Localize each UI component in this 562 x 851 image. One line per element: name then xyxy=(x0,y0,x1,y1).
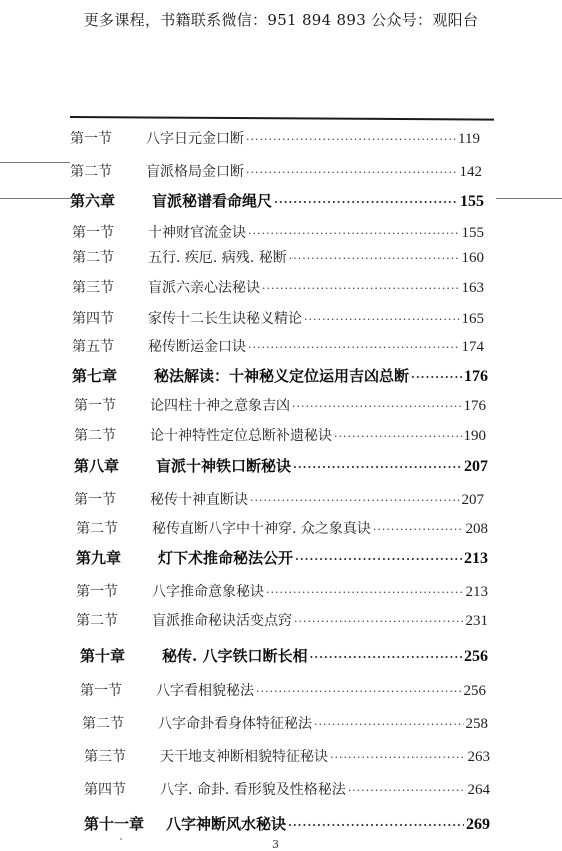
toc-entry-label: 第四节 xyxy=(84,782,126,798)
toc-entry-title: 八字神断风水秘诀 xyxy=(166,815,287,833)
page-header: 更多课程，书籍联系微信：951 894 893 公众号：观阳台 xyxy=(83,11,479,29)
toc-leader-dots xyxy=(411,371,462,384)
toc-entry-page: 264 xyxy=(467,782,490,798)
scan-speck xyxy=(120,838,122,840)
toc-entry-label: 第二节 xyxy=(76,613,118,629)
toc-section-row xyxy=(72,277,484,297)
toc-entry-label: 第一节 xyxy=(80,683,122,699)
toc-chapter-row xyxy=(74,455,488,476)
toc-entry-title: 盲派格局金口断 xyxy=(146,164,244,180)
toc-chapter-row xyxy=(84,813,490,834)
page-number: 3 xyxy=(272,838,279,851)
toc-entry-label: 第一节 xyxy=(76,584,118,600)
toc-leader-dots xyxy=(246,166,458,179)
toc-entry-page: 163 xyxy=(461,280,484,296)
toc-entry-title: 盲派推命秘诀活变点窍 xyxy=(152,613,292,629)
toc-entry-title: 秘传十神直断诀 xyxy=(150,492,248,508)
toc-leader-dots xyxy=(262,282,460,295)
toc-leader-dots xyxy=(288,819,464,832)
toc-section-row xyxy=(70,128,480,148)
toc-entry-label: 第三节 xyxy=(84,749,126,765)
toc-section-row xyxy=(84,746,490,766)
toc-section-row xyxy=(76,581,488,601)
toc-entry-page: 208 xyxy=(465,521,488,537)
toc-leader-dots xyxy=(334,430,462,443)
toc-entry-title: 八字推命意象秘诀 xyxy=(152,584,264,600)
toc-entry-title: 秘传断运金口诀 xyxy=(148,339,246,355)
toc-leader-dots xyxy=(293,461,462,474)
toc-leader-dots xyxy=(246,133,456,146)
toc-entry-title: 秘传. 八字铁口断长相 xyxy=(162,647,308,665)
toc-entry-page: 263 xyxy=(467,749,490,765)
toc-section-row xyxy=(70,161,482,181)
toc-entry-title: 八字日元金口断 xyxy=(146,131,244,147)
toc-entry-page: 207 xyxy=(461,492,484,508)
toc-leader-dots xyxy=(309,651,462,664)
toc-chapter-row xyxy=(72,365,488,386)
toc-chapter-row xyxy=(70,190,484,211)
toc-entry-label: 第二节 xyxy=(82,716,124,732)
toc-chapter-row xyxy=(76,547,488,568)
toc-section-row xyxy=(76,518,488,538)
toc-entry-title: 八字. 命卦. 看形貌及性格秘法 xyxy=(160,782,346,798)
toc-section-row xyxy=(72,308,484,328)
toc-entry-page: 269 xyxy=(466,816,490,833)
toc-entry-page: 213 xyxy=(465,584,488,600)
toc-entry-page: 256 xyxy=(464,648,488,665)
toc-entry-label: 第四节 xyxy=(72,311,114,327)
toc-leader-dots xyxy=(250,494,460,507)
toc-entry-label: 第六章 xyxy=(70,192,116,210)
toc-leader-dots xyxy=(256,685,462,698)
toc-entry-title: 盲派秘谱看命绳尺 xyxy=(152,192,273,210)
toc-entry-label: 第八章 xyxy=(74,457,120,475)
toc-entry-title: 八字看相貌秘法 xyxy=(156,683,254,699)
toc-leader-dots xyxy=(294,615,464,628)
toc-entry-page: 155 xyxy=(460,193,484,210)
toc-entry-page: 256 xyxy=(463,683,486,699)
toc-section-row xyxy=(74,489,484,509)
toc-entry-label: 第九章 xyxy=(76,549,122,567)
toc-section-row xyxy=(72,336,484,356)
toc-chapter-row xyxy=(80,645,488,666)
toc-entry-label: 第二节 xyxy=(74,428,116,444)
toc-leader-dots xyxy=(373,523,464,536)
toc-entry-title: 家传十二长生诀秘义精论 xyxy=(148,311,302,327)
toc-entry-label: 第一节 xyxy=(72,225,114,241)
toc-entry-title: 论四柱十神之意象吉凶 xyxy=(150,398,290,414)
toc-leader-dots xyxy=(330,751,466,764)
toc-entry-page: 258 xyxy=(465,716,488,732)
toc-entry-label: 第七章 xyxy=(72,367,118,385)
toc-entry-page: 155 xyxy=(461,225,484,241)
toc-leader-dots xyxy=(266,586,464,599)
toc-entry-title: 论十神特性定位总断补遗秘诀 xyxy=(150,428,332,444)
toc-entry-title: 八字命卦看身体特征秘法 xyxy=(158,716,312,732)
toc-entry-title: 十神财官流金诀 xyxy=(148,225,246,241)
toc-entry-page: 174 xyxy=(461,339,484,355)
toc-entry-title: 秘传直断八字中十神穿. 众之象真诀 xyxy=(152,521,371,537)
toc-entry-label: 第三节 xyxy=(72,280,114,296)
toc-leader-dots xyxy=(274,196,458,209)
toc-leader-dots xyxy=(304,313,460,326)
toc-section-row xyxy=(74,425,486,445)
toc-entry-title: 盲派十神铁口断秘诀 xyxy=(156,457,292,475)
toc-entry-label: 第一节 xyxy=(74,398,116,414)
toc-entry-title: 盲派六亲心法秘诀 xyxy=(148,280,260,296)
toc-entry-label: 第十章 xyxy=(80,647,126,665)
toc-leader-dots xyxy=(348,784,466,797)
toc-entry-page: 160 xyxy=(461,250,484,266)
toc-section-row xyxy=(74,395,486,415)
toc-entry-page: 176 xyxy=(464,368,488,385)
toc-leader-dots xyxy=(248,341,460,354)
toc-entry-label: 第二节 xyxy=(76,521,118,537)
toc-entry-label: 第二节 xyxy=(72,250,114,266)
toc-entry-label: 第五节 xyxy=(72,339,114,355)
toc-leader-dots xyxy=(292,400,462,413)
toc-leader-dots xyxy=(289,252,460,265)
toc-entry-title: 天干地支神断相貌特征秘诀 xyxy=(160,749,328,765)
toc-section-row xyxy=(84,779,490,799)
toc-entry-label: 第一节 xyxy=(70,131,112,147)
toc-section-row xyxy=(80,680,486,700)
toc-entry-page: 207 xyxy=(464,458,488,475)
toc-entry-title: 五行. 疾厄. 病残. 秘断 xyxy=(148,250,287,266)
toc-entry-label: 第二节 xyxy=(70,164,112,180)
toc-section-row xyxy=(72,247,484,267)
toc-section-row xyxy=(76,610,488,630)
toc-entry-page: 213 xyxy=(464,550,488,567)
toc-entry-page: 231 xyxy=(465,613,488,629)
toc-entry-label: 第一节 xyxy=(74,492,116,508)
toc-entry-page: 190 xyxy=(463,428,486,444)
toc-leader-dots xyxy=(295,553,462,566)
toc-leader-dots xyxy=(314,718,464,731)
toc-entry-title: 秘法解读：十神秘义定位运用吉凶总断 xyxy=(154,367,410,385)
toc-entry-page: 119 xyxy=(458,131,480,147)
toc-entry-title: 灯下术推命秘法公开 xyxy=(158,549,294,567)
toc-section-row xyxy=(72,222,484,242)
toc-entry-page: 165 xyxy=(461,311,484,327)
toc-section-row xyxy=(82,713,488,733)
toc-leader-dots xyxy=(248,227,460,240)
toc-entry-page: 176 xyxy=(463,398,486,414)
toc-entry-page: 142 xyxy=(459,164,482,180)
toc-entry-label: 第十一章 xyxy=(84,815,145,833)
